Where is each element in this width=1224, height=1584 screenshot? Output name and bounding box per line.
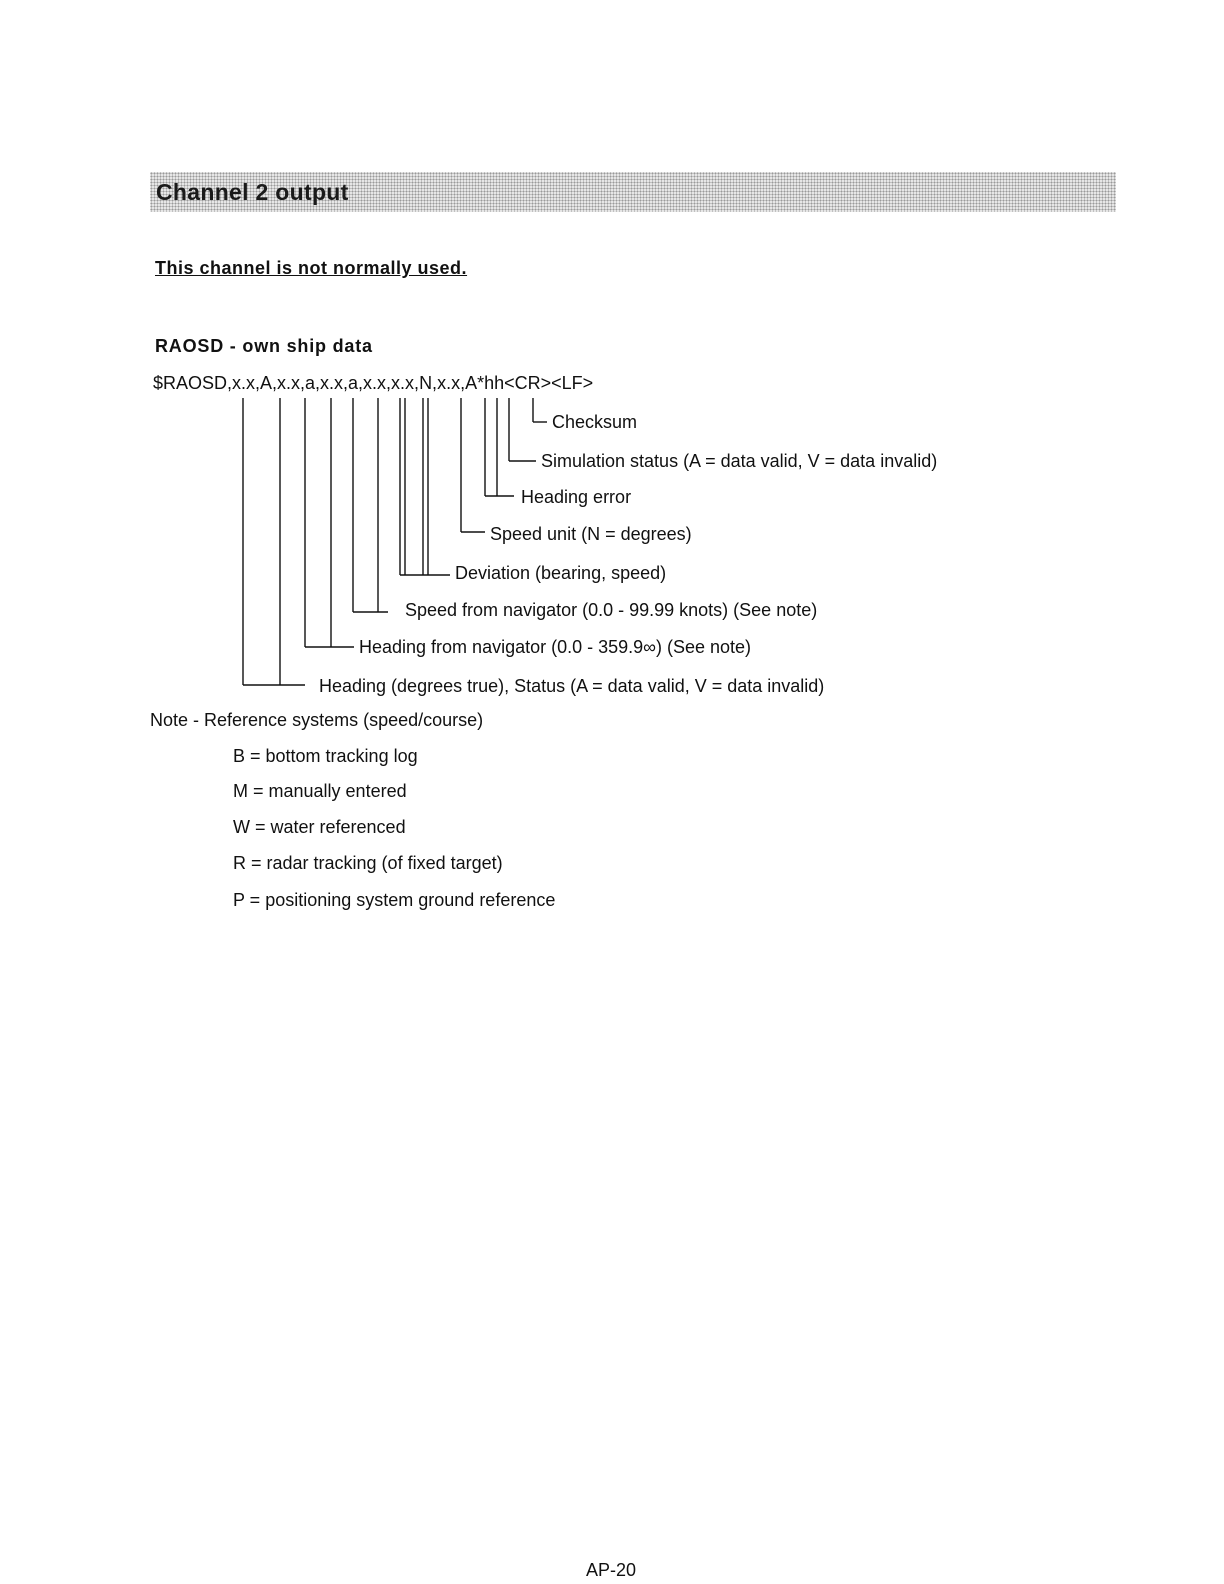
- field-label-speed-from-navigator: Speed from navigator (0.0 - 99.99 knots) (See note): [405, 600, 818, 620]
- field-label-deviation: Deviation (bearing, speed): [455, 563, 667, 583]
- field-label-heading-true-status: Heading (degrees true), Status (A = data valid, V = data invalid): [319, 676, 825, 696]
- note-item-radar-tracking: R = radar tracking (of fixed target): [233, 853, 503, 873]
- note-title: Note - Reference systems (speed/course): [150, 710, 484, 730]
- field-label-heading-from-navigator: Heading from navigator (0.0 - 359.9∞) (See note): [359, 637, 752, 657]
- page-number: AP-20: [586, 1560, 637, 1580]
- note-item-bottom-tracking: B = bottom tracking log: [233, 746, 418, 766]
- note-item-water-referenced: W = water referenced: [233, 817, 406, 837]
- note-item-positioning-system: P = positioning system ground reference: [233, 890, 556, 910]
- field-label-checksum: Checksum: [552, 412, 638, 432]
- field-label-simulation-status: Simulation status (A = data valid, V = data invalid): [541, 451, 938, 471]
- sentence-format: $RAOSD,x.x,A,x.x,a,x.x,a,x.x,x.x,N,x.x,A*hh<CR><LF>: [153, 373, 594, 393]
- page-title: Channel 2 output: [156, 179, 349, 205]
- note-item-manually-entered: M = manually entered: [233, 781, 407, 801]
- usage-note: This channel is not normally used.: [155, 258, 468, 278]
- field-label-heading-error: Heading error: [521, 487, 632, 507]
- sentence-heading: RAOSD - own ship data: [155, 336, 373, 356]
- section-header-bar: [150, 172, 1116, 212]
- field-label-speed-unit: Speed unit (N = degrees): [490, 524, 692, 544]
